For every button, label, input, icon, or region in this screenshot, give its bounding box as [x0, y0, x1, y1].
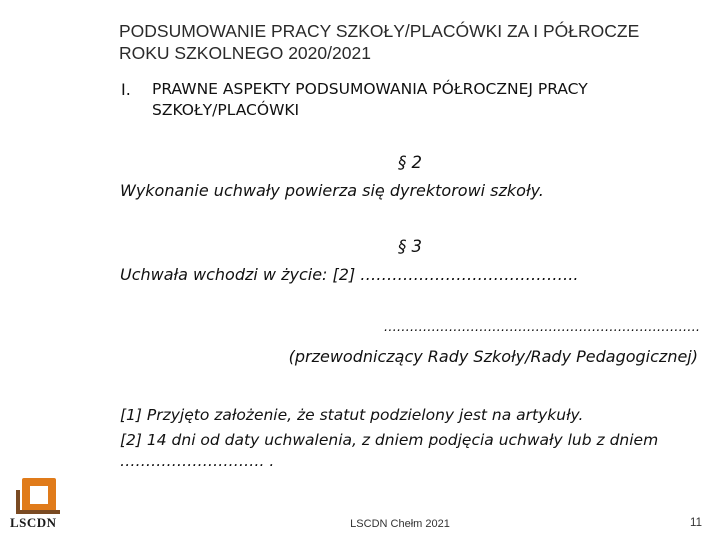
paragraph-3-text: Uchwała wchodzi w życie: [2] ………………………………….. [120, 265, 579, 284]
footnote-1: [1] Przyjęto założenie, że statut podzielony jest na artykuły. [120, 406, 584, 424]
signature-label: (przewodniczący Rady Szkoły/Rady Pedagogicznej) [288, 347, 698, 366]
paragraph-symbol-2: § 2 [398, 153, 422, 172]
page-number: 11 [690, 517, 702, 529]
slide-title: PODSUMOWANIE PRACY SZKOŁY/PLACÓWKI ZA I PÓŁROCZE ROKU SZKOLNEGO 2020/2021 [119, 21, 640, 63]
paragraph-symbol-3: § 3 [398, 237, 422, 256]
section-number: I. [121, 80, 131, 99]
footer-text: LSCDN Chełm 2021 [350, 518, 450, 530]
footnote-2: [2] 14 dni od daty uchwalenia, z dniem podjęcia uchwały lub z dniem ………………………. . [120, 431, 659, 470]
signature-line: ………………………………………………………………. [383, 320, 700, 335]
logo-text: LSCDN [10, 515, 57, 530]
section-heading: PRAWNE ASPEKTY PODSUMOWANIA PÓŁROCZNEJ PRACY SZKOŁY/PLACÓWKI [152, 80, 588, 119]
paragraph-2-text: Wykonanie uchwały powierza się dyrektorowi szkoły. [120, 181, 544, 200]
